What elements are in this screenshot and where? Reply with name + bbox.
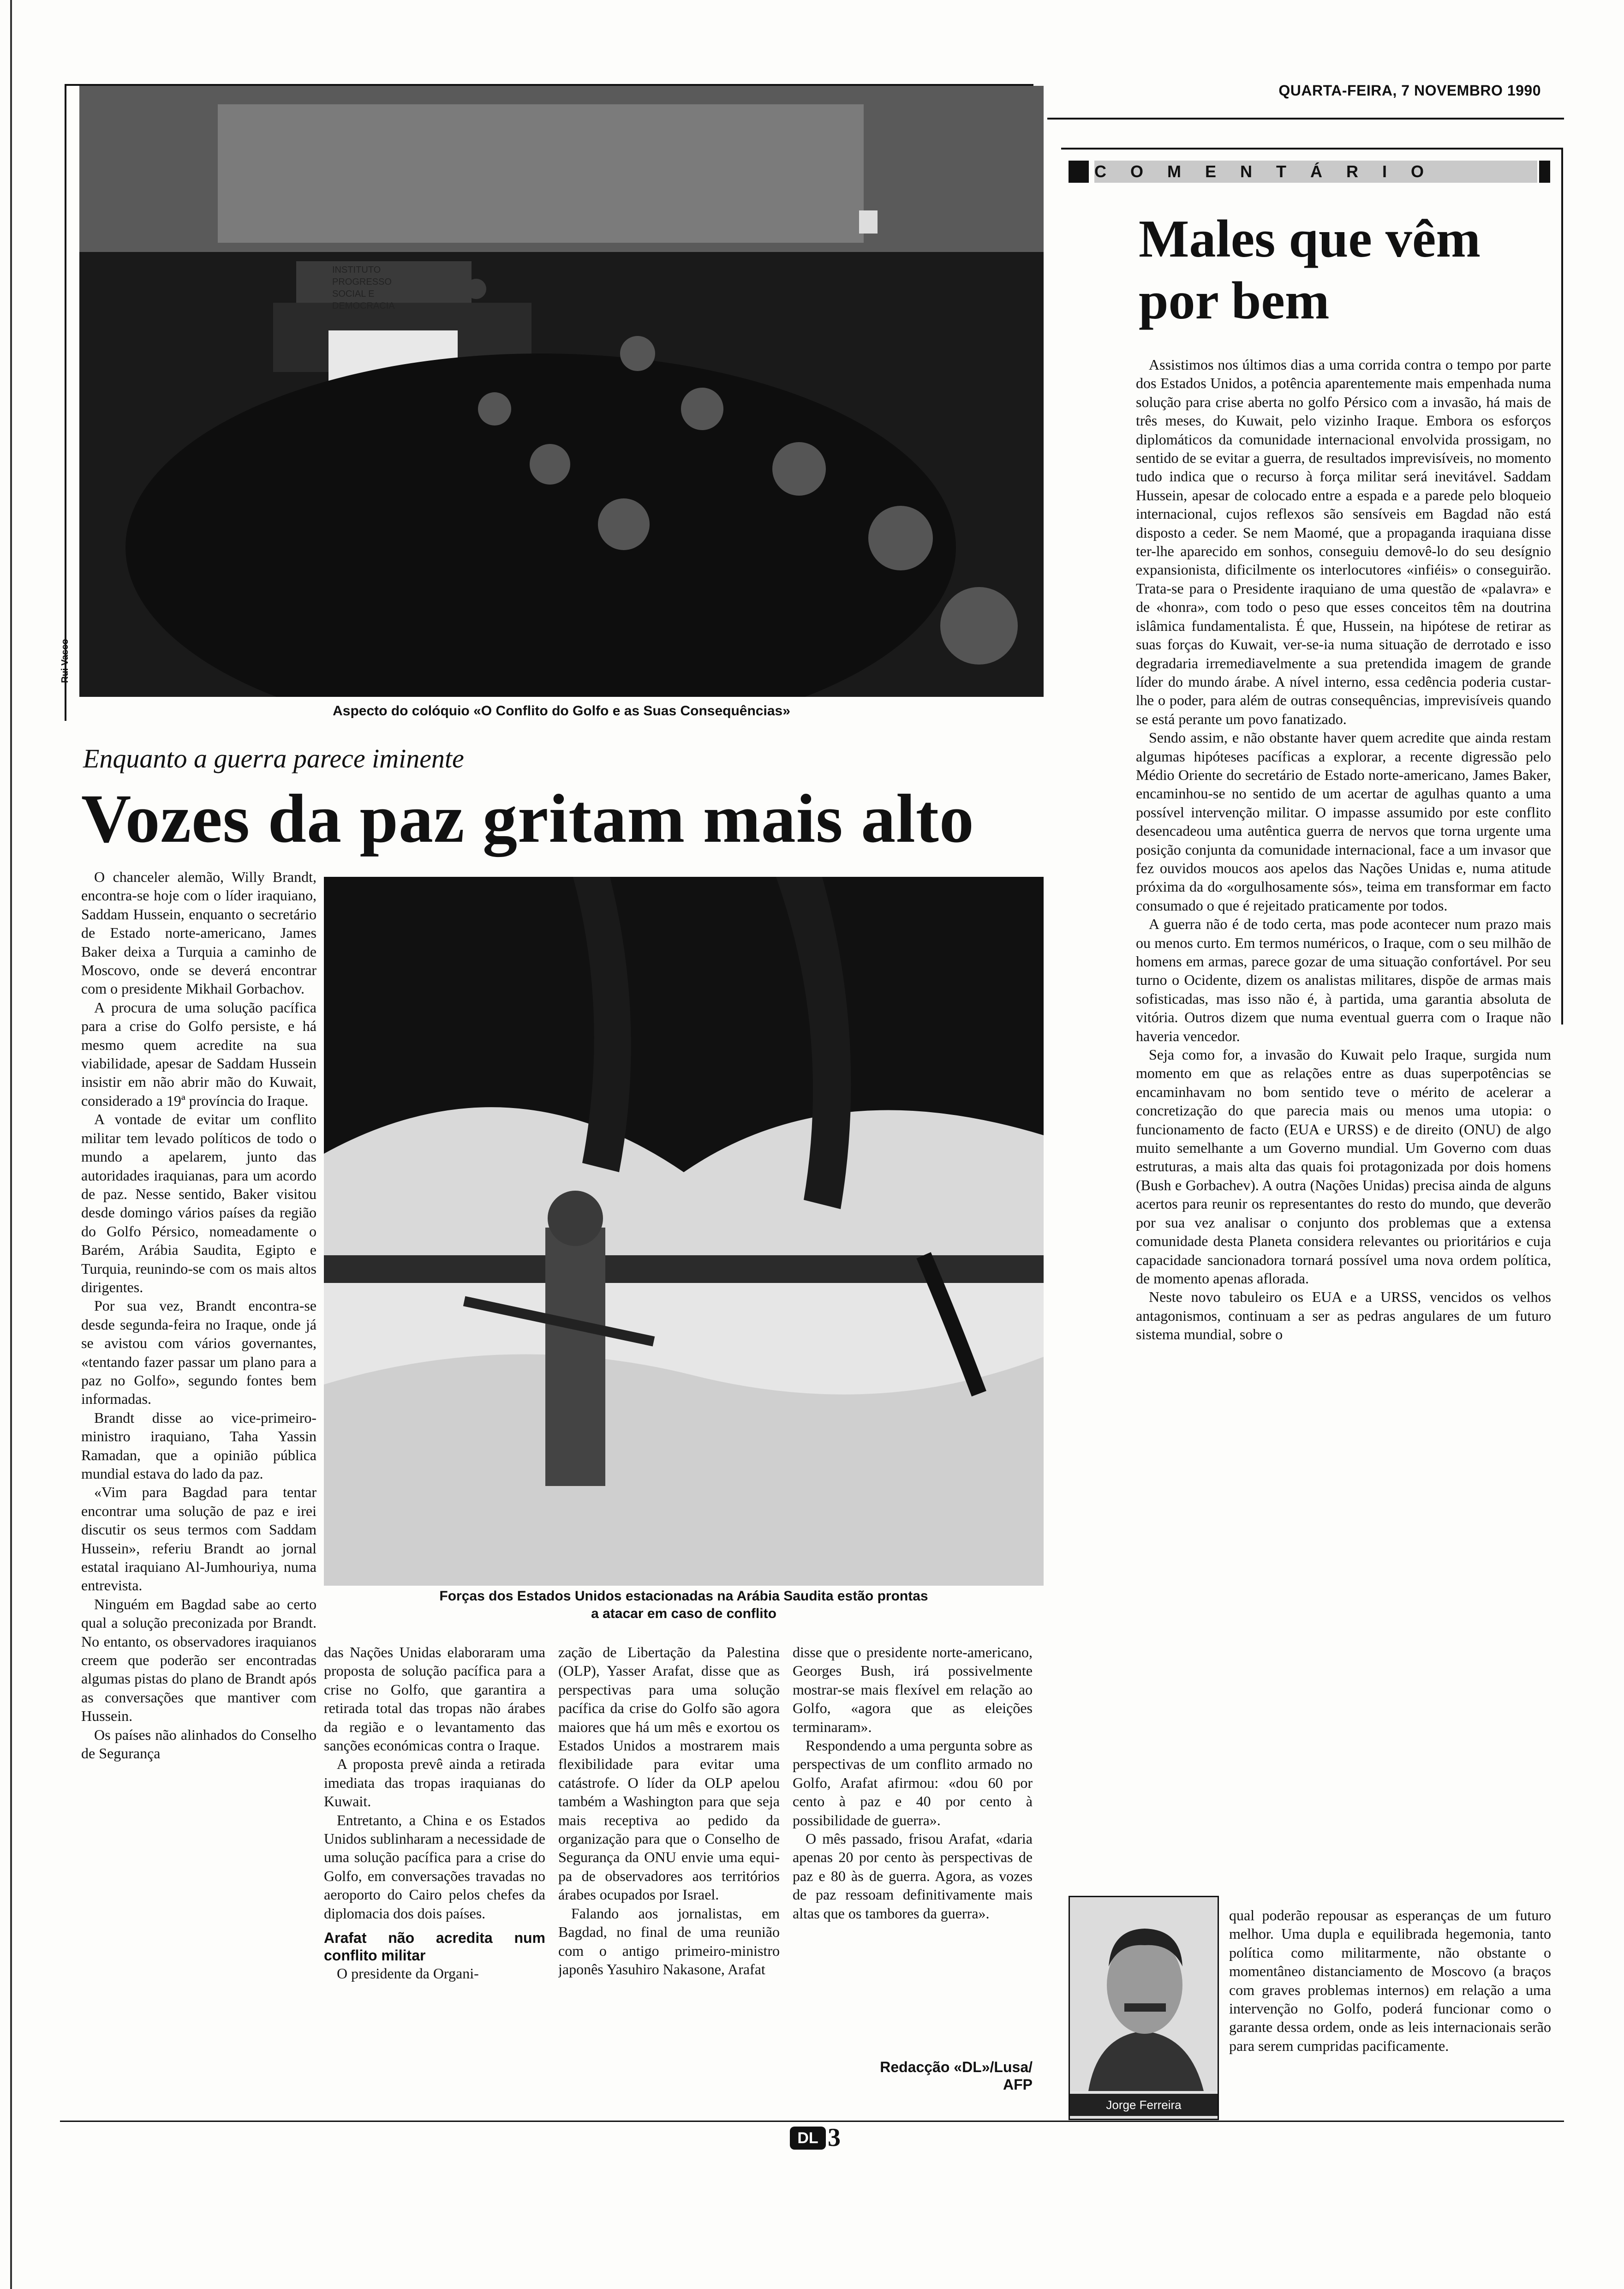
commentary-paragraph: Seja como for, a invasão do Kuwait pelo Iraque, surgida num momento em que as relações entre as duas superpotências se encaminhavam no bom sentido teve o mérito de acelerar a concretização do que parecia mais ou menos uma utopia: o funcionamento de facto (EUA e URSS) e de direito (ONU) de algo muito semelhante a um Governo mundial. Um Governo com duas estruturas, a mais alta das quais foi protagonizada por dois homens (Bush e Gorbachev). A outra (Nações Unidas) precisa ainda de alguns acertos para reunir os representantes do resto do mundo, que deverão por sua vez analisar o conjunto dos problemas que a extensa comunidade desta Planeta considera relevantes ou prioritários e cuja capacidade sancionadora tornará possível uma nova ordem política, de momento apenas aflorada. xyxy=(1136,1046,1551,1287)
soldier-photo xyxy=(324,877,1044,1586)
col4-paragraph: Respondendo a uma pergunta sobre as perspectivas de um conflito armado no Golfo, Arafat afirmou: «dou 60 por cento à paz e 40 por cento à possibilidade de guerra». xyxy=(793,1737,1033,1828)
article-column-3 xyxy=(558,1643,780,2104)
mid-photo-caption-line-1: Forças dos Estados Unidos estacionadas na Arábia Saudita estão prontas xyxy=(439,1588,928,1604)
col1-paragraph: Por sua vez, Brandt encontra-se desde segunda-feira no Iraque, onde já se avistou com vários governantes, «tentando fazer passar um plano para a paz no Golfo», segundo fontes bem informadas. xyxy=(81,1297,316,1408)
col1-paragraph: Ninguém em Bagdad sabe ao certo qual a solução preconizada por Brandt. No entanto, os observadores iraquianos creem que poderão ser encontradas algumas pistas do plano de Brandt após as conversações que mantiver com Hussein. xyxy=(81,1595,316,1725)
right-frame-top xyxy=(1061,148,1563,150)
sign-label: INSTITUTO PROGRESSO SOCIAL E DEMOCRACIA xyxy=(332,265,395,311)
mid-photo-caption-line-2: a atacar em caso de conflito xyxy=(591,1606,776,1621)
page-logo-text: DL xyxy=(797,2129,818,2147)
commentary-paragraph: Assistimos nos últimos dias a uma corrida contra o tempo por parte dos Estados Unidos, a potência aparentemente mais empenhada numa solução para crise aberta no golfo Pérsico com a invasão, há mais de três meses, do Kuwait, pelo vizinho Iraque. Embora os esforços diplomáticos da comunidade internacional envolvida prossigam, no sentido de se evitar a guerra, de resultados imprevisíveis, no momento tudo indica que o recurso à força militar será inevitável. Saddam Hussein, apesar de colocado entre a espada e a parede pelo bloqueio internacional, cujos reflexos são sensíveis em Bagdad não está disposto a ceder. Se nem Maomé, que a propaganda iraquiana disse ter-lhe aparecido em sonhos, conseguiu demovê-lo do seu desígnio expansionista, dificilmente os interlocutores «infiéis» o conseguirão. Trata-se para o Presidente iraquiano de uma questão de «palavra» e de «honra», com todo o peso que esses conceitos têm na doutrina islâmica fundamentalista. É que, Hussein, na hipótese de retirar as suas forças do Kuwait, ver-se-ia numa situação de derrotado e isso degradaria irremediavelmente a sua pretendida imagem de grande líder do mundo árabe. A nível interno, essa cedência poderia custar-lhe o poder, para além de outras consequências, imprevisíveis quando se está perante um povo fanatizado. xyxy=(1136,356,1551,727)
col1-paragraph: O chanceler alemão, Willy Brandt, encontra-se hoje com o líder iraquiano, Saddam Hussein, enquanto o secretário de Estado norte-americano, James Baker deixa a Turquia a caminho de Moscovo, onde se deverá encontrar com o presidente Mikhail Gorbachov. xyxy=(81,869,316,997)
page-edge-rule xyxy=(10,0,12,2289)
commentary-final-paragraph: qual poderão repousar as esperanças de um futuro melhor. Uma dupla e equilibrada hegemonia, tanto política como militarmente, não obstante o momentâneo distanciamento de Moscovo (a braços com graves problemas internos) em relação a uma intervenção no Golfo, poderá funcionar como o garante dessa ordem, onde as leis internacionais serão para serem cumpridas pacificamente. xyxy=(1229,1907,1551,2054)
col1-paragraph: «Vim para Bagdad para tentar encontrar uma solução de paz e irei discutir os seus termos com Saddam Hussein», referiu Brandt ao jornal estatal iraquiano Al-Jumhouriya, numa entrevista. xyxy=(81,1484,316,1594)
col2-paragraph: O presidente da Organi- xyxy=(337,1965,479,1982)
article-kicker: Enquanto a guerra parece iminente xyxy=(83,743,464,773)
col4-paragraph: O mês passado, frisou Arafat, «daria apenas 20 por cento às perspectivas de paz e 80 às de guerra. Agora, as vozes de paz ressoam definitivamente mais altas que os tambores da guerra». xyxy=(793,1830,1033,1922)
conference-photo-illustration xyxy=(79,86,1044,697)
author-portrait xyxy=(1069,1896,1219,2120)
page-logo xyxy=(790,2127,826,2150)
soldier-photo-illustration xyxy=(324,877,1044,1586)
commentary-paragraph: A guerra não é de todo certa, mas pode acontecer num prazo mais ou menos curto. Em termos numéricos, o Iraque, com o seu milhão de homens em armas, parece gozar de uma situação confortável. Por seu turno o Ocidente, dizem os analistas militares, dispõe de armas mais sofisticadas, mas isso não é, à partida, uma garantia absoluta de vitória. Outros dizem que numa eventual guerra com o Iraque não haveria vencedor. xyxy=(1136,916,1551,1044)
commentary-paragraph: Neste novo tabuleiro os EUA e a URSS, vencidos os velhos antagonismos, continuam a ser as pedras angulares de um futuro sistema mundial, sobre o xyxy=(1136,1288,1551,1343)
right-frame-vertical xyxy=(1561,148,1563,1025)
col1-paragraph: A procura de uma solução pacífica para a crise do Golfo persiste, e há mesmo quem acredite na sua viabilidade, apesar de Saddam Hussein insistir em não abrir mão do Kuwait, considerado a 19ª província do Iraque. xyxy=(81,999,316,1109)
commentary-title-line-1: Males que vêm xyxy=(1139,210,1481,269)
col3-paragraph: zação de Libertação da Palestina (OLP), Yasser Arafat, disse que as perspectivas para uma solução pacífica da crise do Golfo são agora maiores que há um mês e exortou os Estados Unidos a mostrarem mais flexibilidade para evitar uma catástrofe. O líder da OLP apelou também a Washington para que seja mais receptiva ao pedido da organização para que o Conselho de Segurança da ONU envie uma equi-pa de observadores aos territórios árabes ocupados por Israel. xyxy=(558,1644,780,1903)
col2-paragraph: das Nações Unidas elaboraram uma proposta de solução pacífica para a crise no Golfo, que garantira a retirada total das tropas não árabes da região e o levantamento das sanções económicas contra o Iraque. xyxy=(324,1644,545,1754)
commentary-paragraph: Sendo assim, e não obstante haver quem acredite que ainda restam algumas hipóteses pacíficas a explorar, a recente digressão pelo Médio Oriente do secretário de Estado norte-americano, James Baker, encaminhou-se no sentido de um acertar de agulhas quanto a uma possível intervenção militar. O impasse assumido por este conflito desencadeou uma autêntica guerra de nervos que torna urgente uma posição conjunta da comunidade internacional, face a um invasor que fez ouvidos moucos aos apelos das Nações Unidas e, numa atitude próxima da do «orgulhosamente sós», teima em transformar em facto consumado o que é rejeitado praticamente por todos. xyxy=(1136,729,1551,914)
conference-photo xyxy=(79,86,1044,697)
bottom-rule xyxy=(60,2121,1564,2122)
article-headline: Vozes da paz gritam mais alto xyxy=(81,780,974,857)
col3-paragraph: Falando aos jornalistas, em Bagdad, no final de uma reunião com o antigo primeiro-ministro japonês Yasuhiro Nakasone, Arafat xyxy=(558,1905,780,1977)
article-signature: Redacção «DL»/Lusa/ AFP xyxy=(880,2059,1033,2093)
commentary-label: COMENTÁRIO xyxy=(1094,161,1537,183)
col1-paragraph: Os países não alinhados do Conselho de Segurança xyxy=(81,1726,316,1762)
col2-paragraph: Entretanto, a China e os Estados Unidos sublinharam a necessidade de uma solução pacífica para a crise do Golfo, em conversações travadas no aeroporto do Cairo pelos chefes da diplomacia dos dois países. xyxy=(324,1811,545,1922)
article-column-1 xyxy=(81,868,316,2100)
commentary-label-end xyxy=(1539,161,1550,183)
photo-credit: Rui Vasco xyxy=(60,639,70,683)
article-column-4 xyxy=(793,1643,1033,2049)
author-portrait-illustration xyxy=(1070,1897,1218,2091)
author-name: Jorge Ferreira xyxy=(1070,2094,1218,2116)
commentary-title-line-2: por bem xyxy=(1139,271,1330,330)
commentary-final-text xyxy=(1229,1906,1551,2118)
page-number: 3 xyxy=(828,2123,841,2152)
top-left-vertical-rule xyxy=(65,84,66,721)
commentary-label-marker xyxy=(1069,161,1089,183)
top-photo-caption: Aspecto do colóquio «O Conflito do Golfo e as Suas Consequências» xyxy=(333,703,790,719)
issue-date: QUARTA-FEIRA, 7 NOVEMBRO 1990 xyxy=(1278,82,1541,99)
col2-paragraph: A proposta prevê ainda a retirada imediata das tropas iraquianas do Kuwait. xyxy=(324,1756,545,1810)
article-subhead: Arafat não acredita num conflito militar xyxy=(324,1929,545,1964)
article-column-2 xyxy=(324,1643,545,2104)
commentary-body xyxy=(1136,355,1551,1906)
col1-paragraph: Brandt disse ao vice-primeiro-ministro iraquiano, Taha Yassin Ramadan, que a opinião pública mundial estava do lado da paz. xyxy=(81,1409,316,1482)
col1-paragraph: A vontade de evitar um conflito militar tem levado políticos de todo o mundo a apelarem, junto das autoridades iraquianas, para um acordo de paz. Nesse sentido, Baker visitou desde domingo vários países da região do Golfo Pérsico, nomeadamente o Barém, Arábia Saudita, Egipto e Turquia, reunindo-se com os mais altos dirigentes. xyxy=(81,1111,316,1295)
header-rule xyxy=(1047,118,1564,120)
col4-paragraph: disse que o presidente norte-americano, Georges Bush, irá possivelmente mostrar-se mais flexível em relação ao Golfo, «agora que as eleições terminaram». xyxy=(793,1644,1033,1735)
